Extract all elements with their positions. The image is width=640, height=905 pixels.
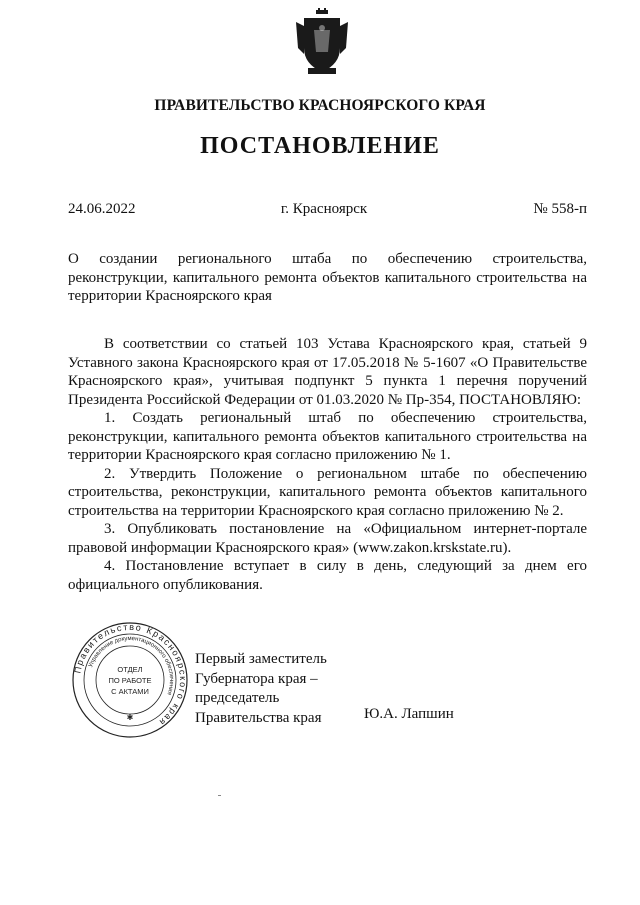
body-item-1: 1. Создать региональный штаб по обеспечению строительства, реконструкции, капитального ремонта объектов капитального строительства на территории Красноярского края согласно приложению № 1. — [68, 410, 587, 463]
signatory-position-line: Правительства края — [195, 709, 322, 726]
stamp-center-line: С АКТАМИ — [111, 687, 149, 696]
document-subject: О создании регионального штаба по обеспечению строительства, реконструкции, капитального ремонта объектов капитального строительства на территории Красноярского края — [68, 251, 587, 304]
body-item-4: 4. Постановление вступает в силу в день, следующий за днем его официального опубликования. — [68, 558, 587, 593]
document-city: г. Красноярск — [280, 201, 368, 217]
signatory-position-line: Первый заместитель — [195, 651, 327, 667]
body-item-2: 2. Утвердить Положение о региональном штабе по обеспечению строительства, реконструкции, капитального ремонта объектов капитального строительства на территории Красноярского края согласно приложению № 2. — [68, 465, 587, 519]
body-item-3: 3. Опубликовать постановление на «Официальном интернет-портале правовой информации Красноярского края» (www.zakon.krskstate.ru). — [68, 521, 587, 556]
stamp-outer-text: Правительство Красноярского края — [72, 621, 189, 729]
document-body — [68, 335, 587, 594]
stamp-center-line: ОТДЕЛ — [117, 665, 143, 674]
signatory-position-line: председатель — [195, 690, 280, 706]
coat-of-arms-emblem — [294, 8, 350, 78]
official-stamp — [70, 620, 190, 740]
stamp-center-line: ПО РАБОТЕ — [108, 676, 152, 685]
document-number: № 558-п — [533, 201, 587, 217]
body-preamble: В соответствии со статьей 103 Устава Красноярского края, статьей 9 Уставного закона Красноярского края от 17.05.2018 № 5-1607 «О Правительстве Красноярского края», учитывая подпункт 5 пункта 1 перечня поручений Президента Российской Федерации от 01.03.2020 № Пр-354, ПОСТАНОВЛЯЮ: — [68, 336, 587, 408]
signatory-position-line: Губернатора края – — [195, 670, 318, 687]
scan-speck — [218, 795, 221, 796]
signatory-position — [195, 650, 327, 728]
stamp-inner-text: Управление документационного обеспечения — [88, 635, 175, 696]
document-date: 24.06.2022 — [68, 201, 136, 217]
document-type-title: ПОСТАНОВЛЕНИЕ — [200, 133, 440, 159]
stamp-star-icon: ✱ — [126, 713, 134, 722]
organization-title: ПРАВИТЕЛЬСТВО КРАСНОЯРСКОГО КРАЯ — [154, 97, 486, 114]
signatory-name: Ю.А. Лапшин — [364, 706, 454, 722]
